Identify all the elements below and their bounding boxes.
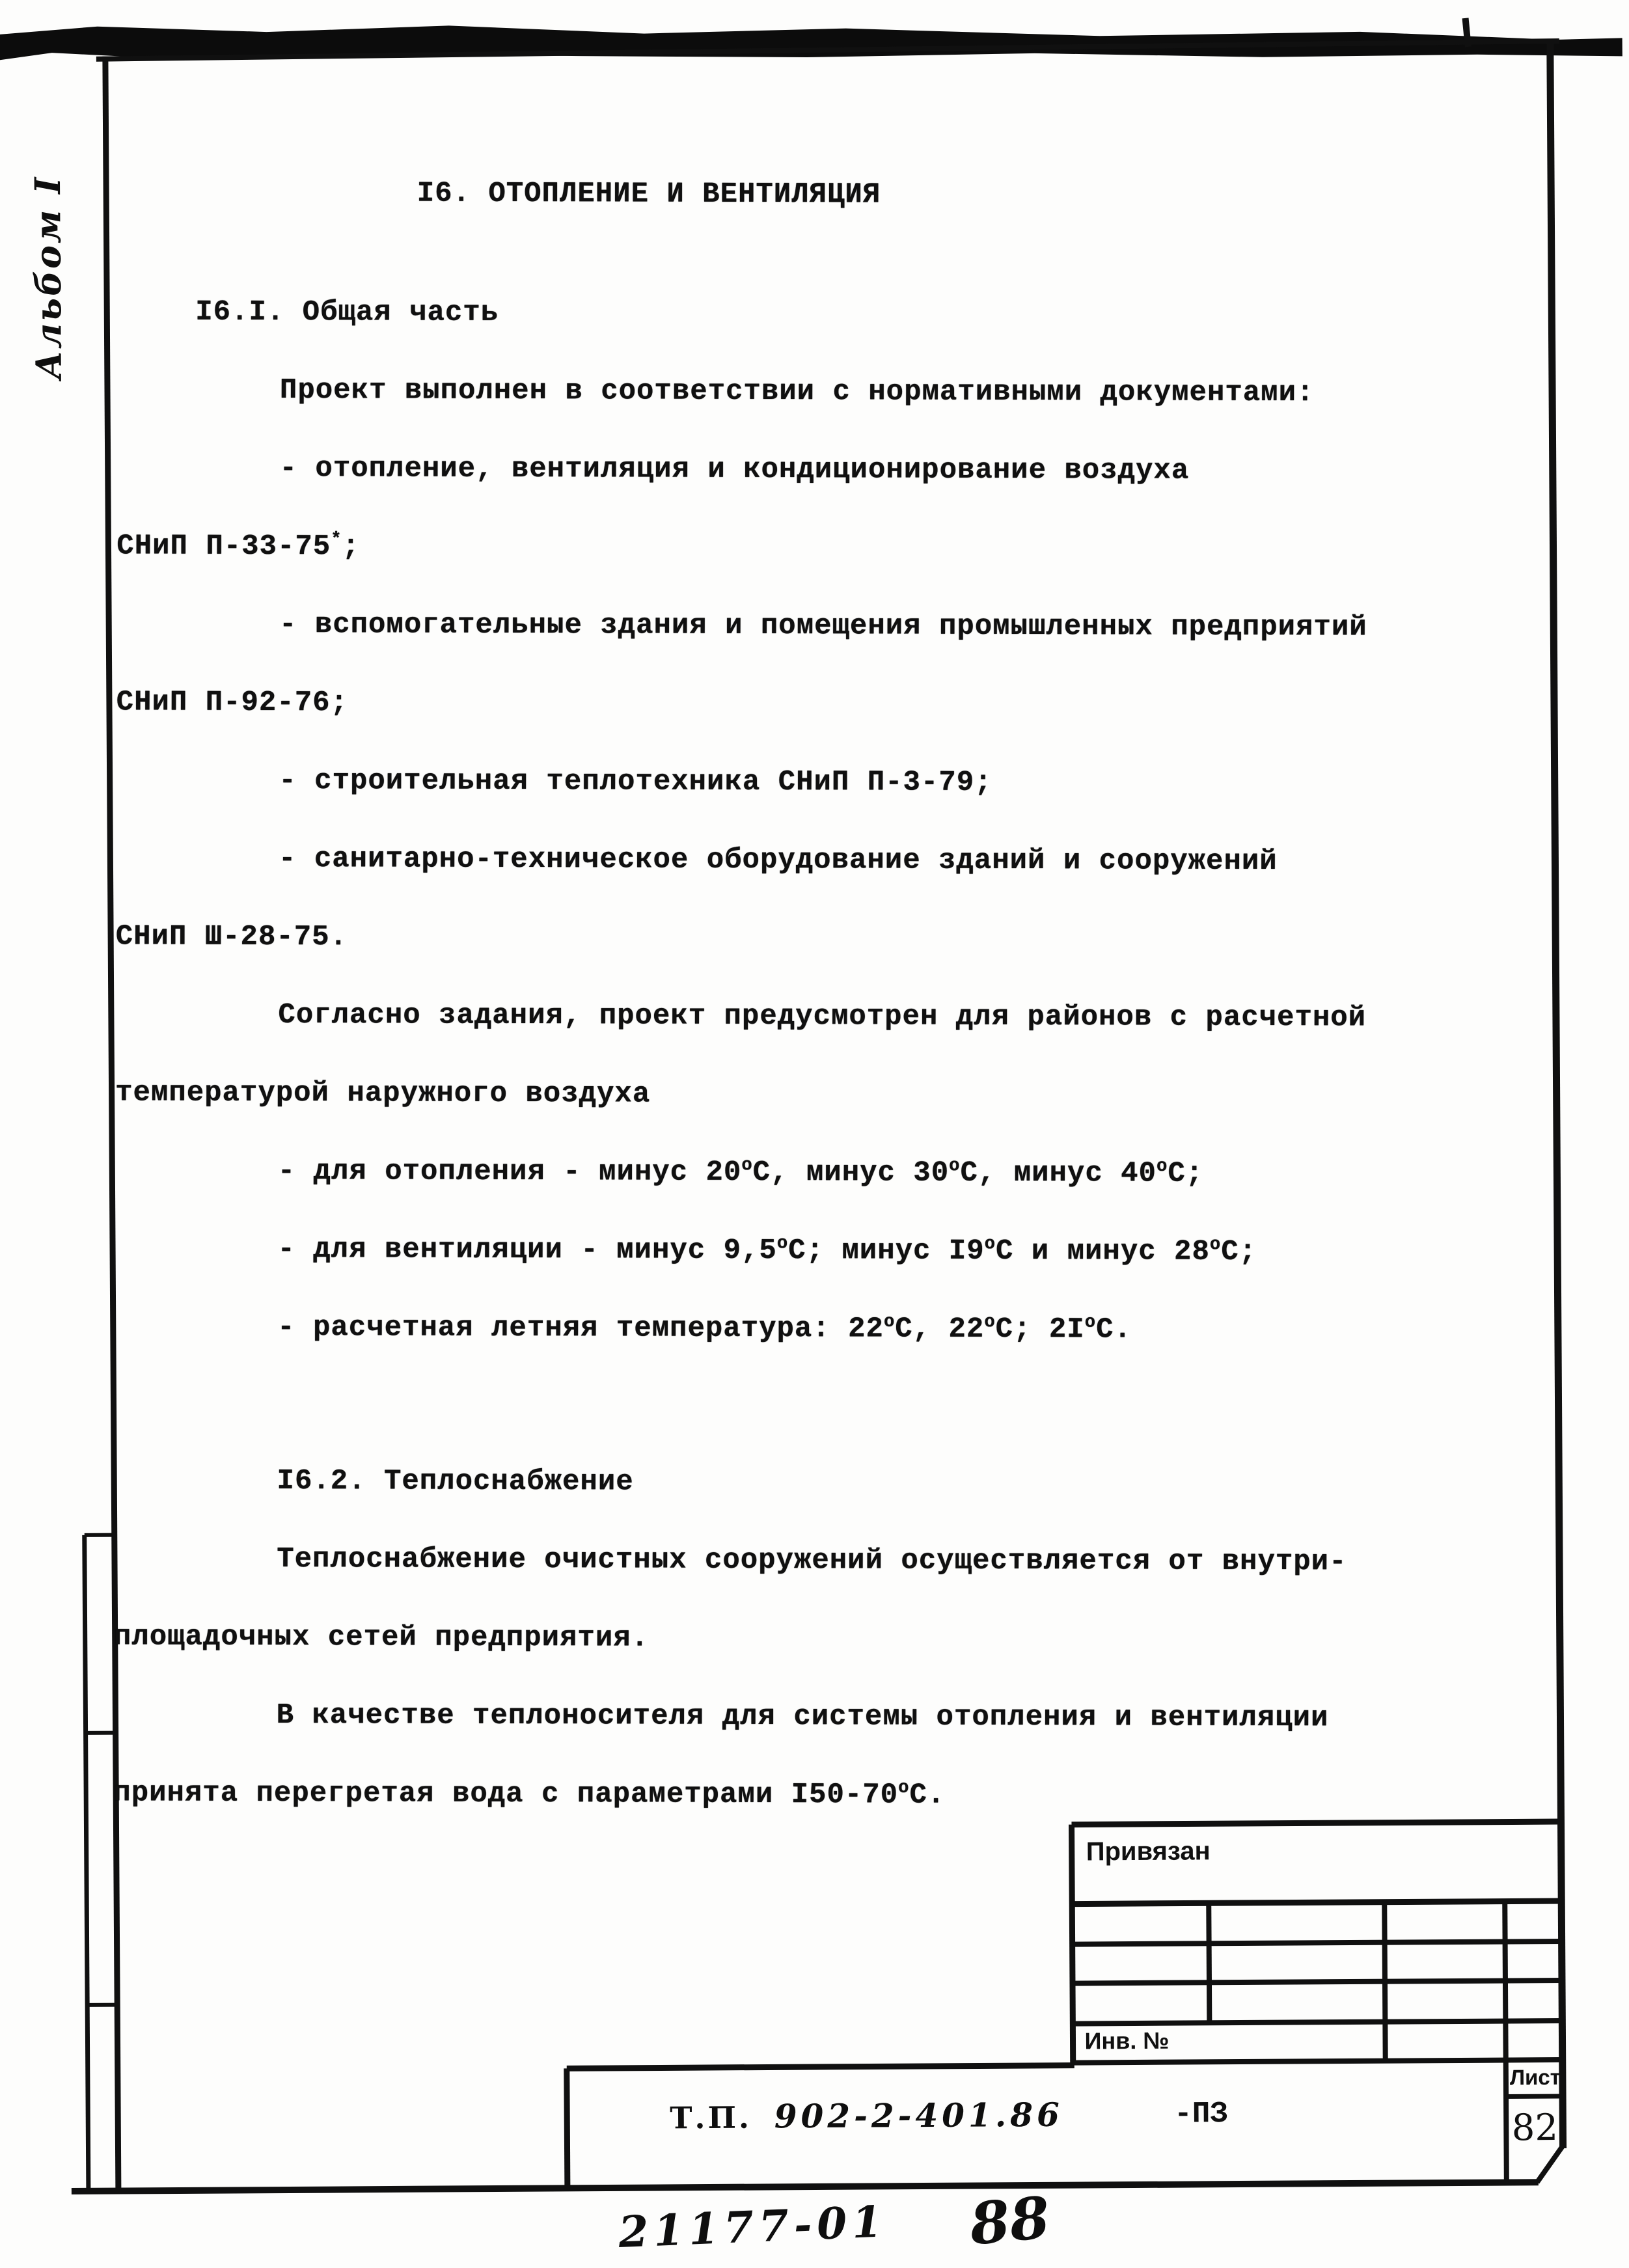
text-line: принята перегретая вода с параметрами $I50-70^оС$. [113, 1777, 946, 1812]
text-line: - для отопления - минус $20^оС$, минус $30^оС$, минус $40^оС$; [277, 1155, 1204, 1190]
text-line: СНиП П-92-76; [116, 686, 349, 720]
document-code-prefix: Т.П. [670, 2099, 752, 2136]
handwritten-bottom-code: 21177-01 [617, 2196, 888, 2258]
text-line: - вспомогательные здания и помещения промышленных предприятий [279, 608, 1367, 644]
text-line: В качестве теплоносителя для системы отопления и вентиляции [276, 1699, 1329, 1735]
stamp-inv-label: Инв. № [1084, 2027, 1170, 2055]
handwritten-album-label: Альбом I [26, 175, 70, 380]
text-line: - расчетная летняя температура: $22^оС$, $22^оС$; $2I^оС$. [277, 1311, 1132, 1346]
spacer [752, 2097, 774, 2135]
text-line: - санитарно-техническое оборудование зданий и сооружений [279, 843, 1278, 879]
stamp-list-label: Лист [1509, 2065, 1561, 2090]
text-line: - строительная теплотехника СНиП П-3-79; [279, 765, 992, 799]
document-code-number: 902-2-401.86 [774, 2095, 1063, 2136]
text-line: площадочных сетей предприятия. [113, 1620, 650, 1655]
handwritten-bottom-number: 88 [966, 2183, 1053, 2258]
document-code [670, 2096, 1063, 2137]
text-line: - отопление, вентиляция и кондиционирование воздуха [279, 452, 1190, 487]
text-line: СНиП Ш-28-75. [115, 920, 348, 954]
text-line: Проект выполнен в соответствии с нормативными документами: [279, 374, 1315, 410]
document-suffix: -ПЗ [1174, 2097, 1229, 2131]
text-line: - для вентиляции - минус $9,5^оС$; минус $I9^оС$ и минус $28^оС$; [277, 1233, 1257, 1268]
sheet-number: 82 [1511, 2107, 1559, 2150]
text-line: I6. ОТОПЛЕНИЕ И ВЕНТИЛЯЦИЯ [417, 177, 881, 212]
text-line: СНиП П-33-75*; [116, 529, 361, 564]
stamp-privyazan-label: Привязан [1086, 1837, 1211, 1866]
text-line: I6.2. Теплоснабжение [277, 1465, 634, 1499]
text-line: Теплоснабжение очистных сооружений осуществляется от внутри- [277, 1543, 1347, 1579]
text-line: температурой наружного воздуха [115, 1076, 651, 1111]
text-line: I6.I. Общая часть [195, 295, 499, 329]
text-line: Согласно задания, проект предусмотрен для районов с расчетной [278, 999, 1367, 1035]
